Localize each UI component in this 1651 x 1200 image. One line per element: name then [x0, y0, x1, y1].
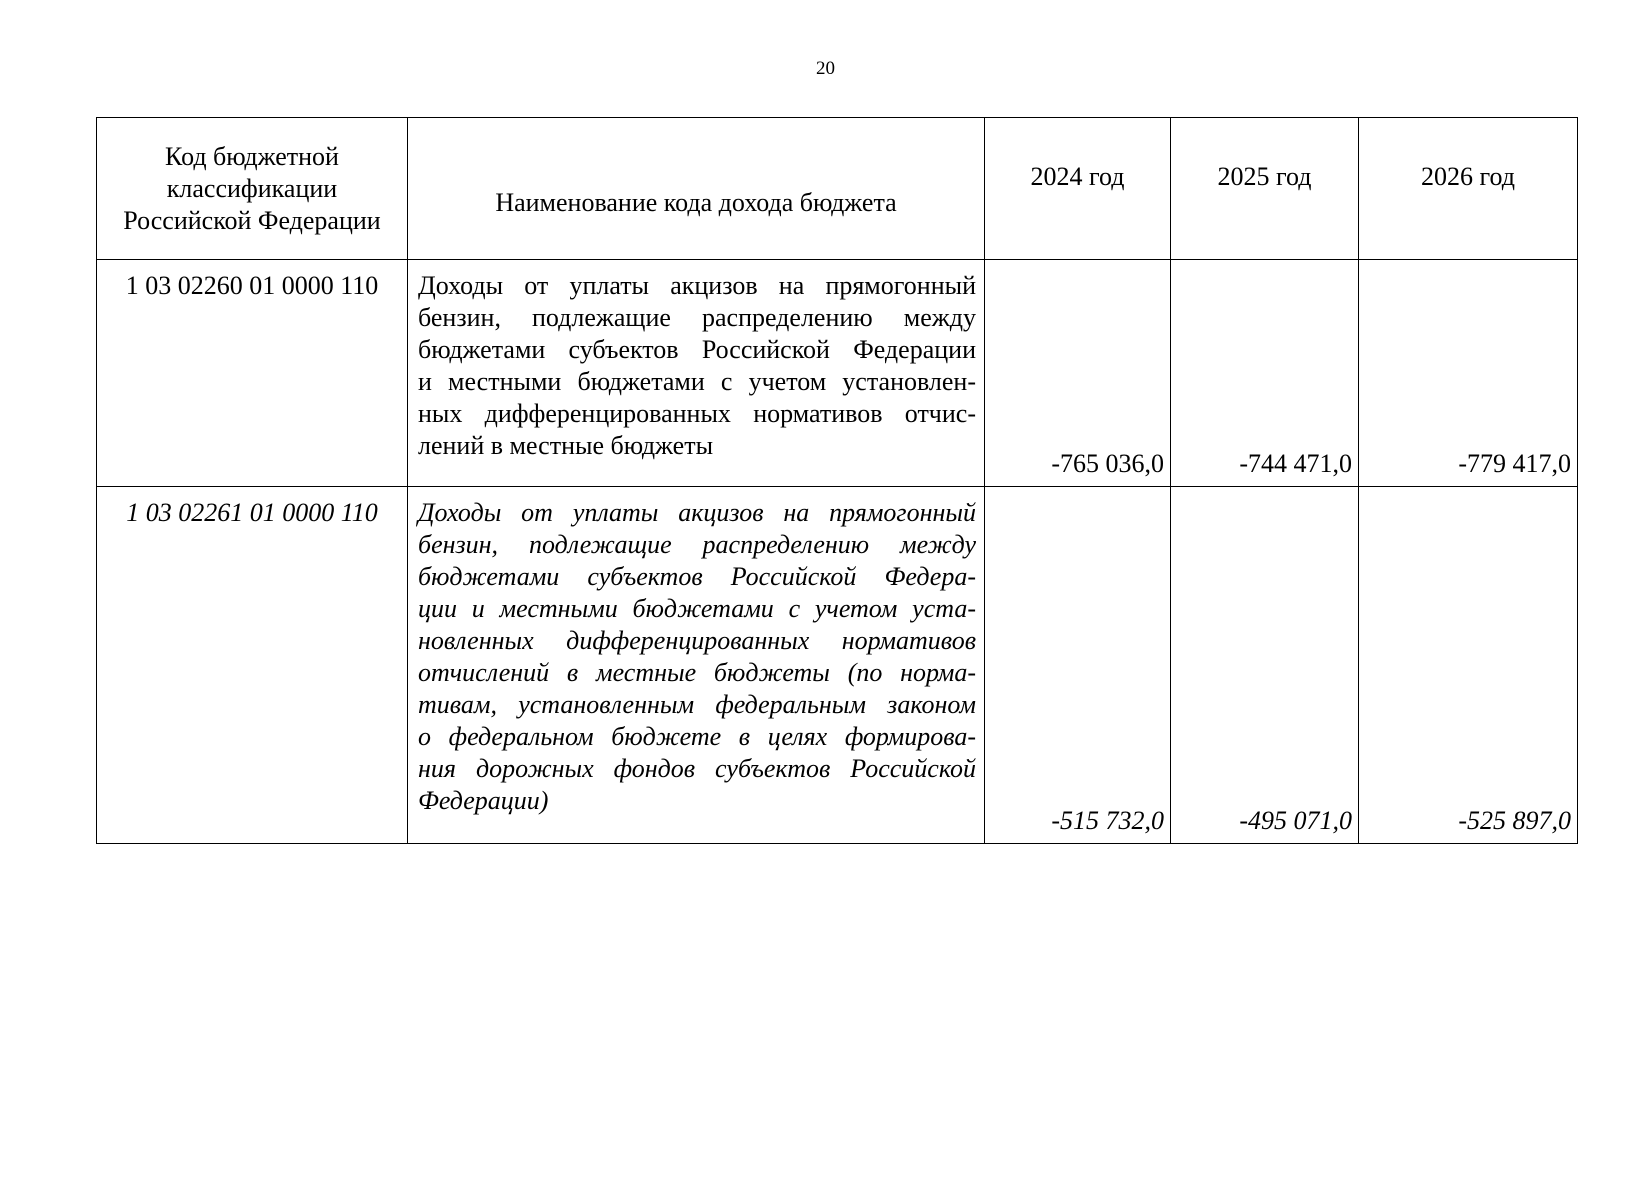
row-value-2026: -779 417,0	[1359, 260, 1578, 487]
row-value-2025: -495 071,0	[1171, 487, 1359, 844]
header-code-line: классификации	[166, 173, 338, 203]
row-code: 1 03 02260 01 0000 110	[97, 260, 408, 487]
row-name-line: бензин, подлежащие распределению между	[418, 303, 976, 332]
row-name-line: новленных дифференцированных нормативов	[418, 626, 976, 655]
row-name-line: бюджетами субъектов Российской Федера-	[418, 562, 976, 591]
row-name-line: ния дорожных фондов субъектов Российской	[418, 754, 976, 783]
row-name-line: Доходы от уплаты акцизов на прямогонный	[418, 498, 976, 527]
row-name-line: тивам, установленным федеральным законом	[418, 690, 976, 719]
header-year-2024: 2024 год	[985, 118, 1171, 260]
row-name-line: и местными бюджетами с учетом установлен-	[418, 367, 976, 396]
row-name	[408, 487, 985, 844]
row-value-2024: -515 732,0	[985, 487, 1171, 844]
header-name: Наименование кода дохода бюджета	[408, 118, 985, 260]
budget-table	[96, 117, 1578, 844]
row-name-line: ции и местными бюджетами с учетом уста-	[418, 594, 976, 623]
row-name-line: бензин, подлежащие распределению между	[418, 530, 976, 559]
row-value-2025: -744 471,0	[1171, 260, 1359, 487]
header-year-2026: 2026 год	[1359, 118, 1578, 260]
table-row	[97, 260, 1578, 487]
header-year-2025: 2025 год	[1171, 118, 1359, 260]
header-code-line: Российской Федерации	[123, 205, 381, 235]
table-header-row	[97, 118, 1578, 260]
row-value-2024: -765 036,0	[985, 260, 1171, 487]
row-name-line: Доходы от уплаты акцизов на прямогонный	[418, 271, 976, 300]
row-name-line: ных дифференцированных нормативов отчис-	[418, 399, 976, 428]
page-number: 20	[816, 58, 835, 79]
row-name	[408, 260, 985, 487]
row-name-line: лений в местные бюджеты	[418, 431, 714, 460]
row-name-line: отчислений в местные бюджеты (по норма-	[418, 658, 976, 687]
header-code-line: Код бюджетной	[165, 141, 339, 171]
row-name-line: бюджетами субъектов Российской Федерации	[418, 335, 976, 364]
row-code: 1 03 02261 01 0000 110	[97, 487, 408, 844]
row-name-line: о федеральном бюджете в целях формирова-	[418, 722, 976, 751]
row-value-2026: -525 897,0	[1359, 487, 1578, 844]
row-name-line: Федерации)	[418, 786, 549, 815]
table-row	[97, 487, 1578, 844]
header-code	[97, 118, 408, 260]
